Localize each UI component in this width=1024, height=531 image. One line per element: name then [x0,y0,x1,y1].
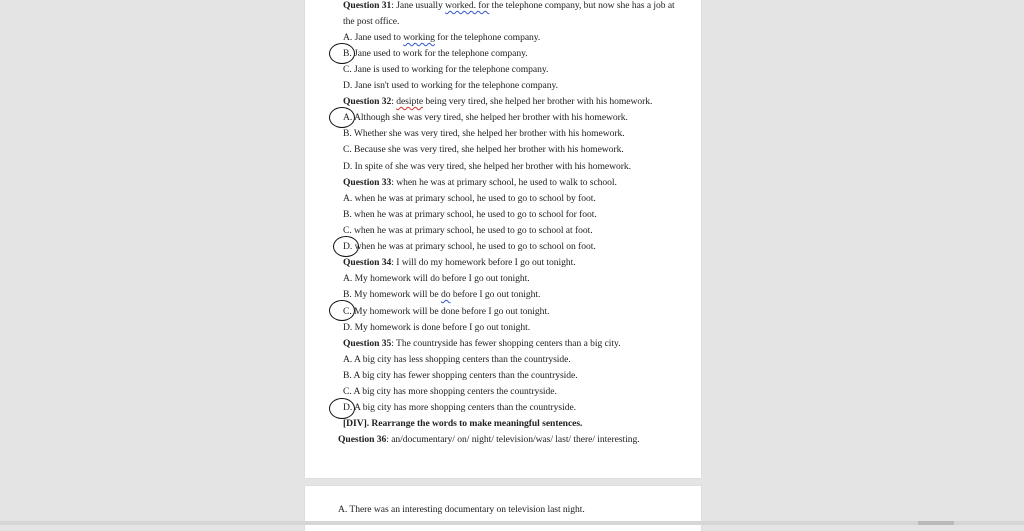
q34-option-c: C. My homework will be done before I go out tonight. [343,306,550,317]
q34-option-a: A. My homework will do before I go out tonight. [343,273,530,284]
q34-title: Question 34 [343,257,392,268]
q31-stem-cont: the post office. [343,16,400,27]
answer-circle-q33 [333,236,359,257]
q35-option-b: B. A big city has fewer shopping centers than the countryside. [343,370,578,381]
answer-circle-q32 [329,107,355,128]
section-heading: [DIV]. Rearrange the words to make meaningful sentences. [343,418,583,429]
q35-stem: Question 35: The countryside has fewer shopping centers than a big city. [343,338,621,349]
q33-option-c: C. when he was at primary school, he used to go to school at foot. [343,225,593,236]
q31-option-a: A. Jane used to working for the telephone company. [343,32,541,43]
q32-title: Question 32 [343,96,392,107]
q32-stem: Question 32: desipte being very tired, she helped her brother with his homework. [343,96,653,107]
q33-option-b: B. when he was at primary school, he used to go to school for foot. [343,209,597,220]
q32-stem-error: desipte [396,96,424,107]
q36-title: Question 36 [338,434,387,445]
q31-option-c: C. Jane is used to working for the telephone company. [343,64,549,75]
q31-option-b: B. Jane used to work for the telephone company. [343,48,528,59]
scrollbar-thumb[interactable] [918,521,954,525]
q34-stem: Question 34: I will do my homework before I go out tonight. [343,257,576,268]
document-page-1 [305,0,701,478]
q31-option-a-error: working [403,32,435,43]
q33-stem: Question 33: when he was at primary school, he used to walk to school. [343,177,617,188]
q35-title: Question 35 [343,338,392,349]
q35-option-a: A. A big city has less shopping centers than the countryside. [343,354,571,365]
q32-option-d: D. In spite of she was very tired, she helped her brother with his homework. [343,161,631,172]
q33-option-a: A. when he was at primary school, he used to go to school by foot. [343,193,596,204]
q32-option-c: C. Because she was very tired, she helped her brother with his homework. [343,144,624,155]
answer-circle-q35 [329,398,355,419]
q33-option-d: D. when he was at primary school, he used to go to school on foot. [343,241,596,252]
q34-option-b: B. My homework will be do before I go out tonight. [343,289,541,300]
q32-option-b: B. Whether she was very tired, she helped her brother with his homework. [343,128,625,139]
answer-circle-q31 [329,43,355,64]
q35-option-d: D. A big city has more shopping centers than the countryside. [343,402,577,413]
q36-answer-a: A. There was an interesting documentary on television last night. [338,504,585,515]
q31-option-d: D. Jane isn't used to working for the telephone company. [343,80,558,91]
q35-option-c: C. A big city has more shopping centers the countryside. [343,386,557,397]
q32-option-a: A. Although she was very tired, she helped her brother with his homework. [343,112,628,123]
q34-option-d: D. My homework is done before I go out tonight. [343,322,531,333]
q31-stem-error: worked. for [445,0,490,11]
q34-option-b-error: do [440,289,451,300]
q33-title: Question 33 [343,177,392,188]
answer-circle-q34 [329,300,355,321]
q36-stem: Question 36: an/documentary/ on/ night/ television/was/ last/ there/ interesting. [338,434,640,445]
q31-stem: Question 31: Jane usually worked. for the telephone company, but now she has a job at [343,0,675,11]
q31-title: Question 31 [343,0,392,11]
horizontal-scrollbar[interactable] [0,521,1024,525]
